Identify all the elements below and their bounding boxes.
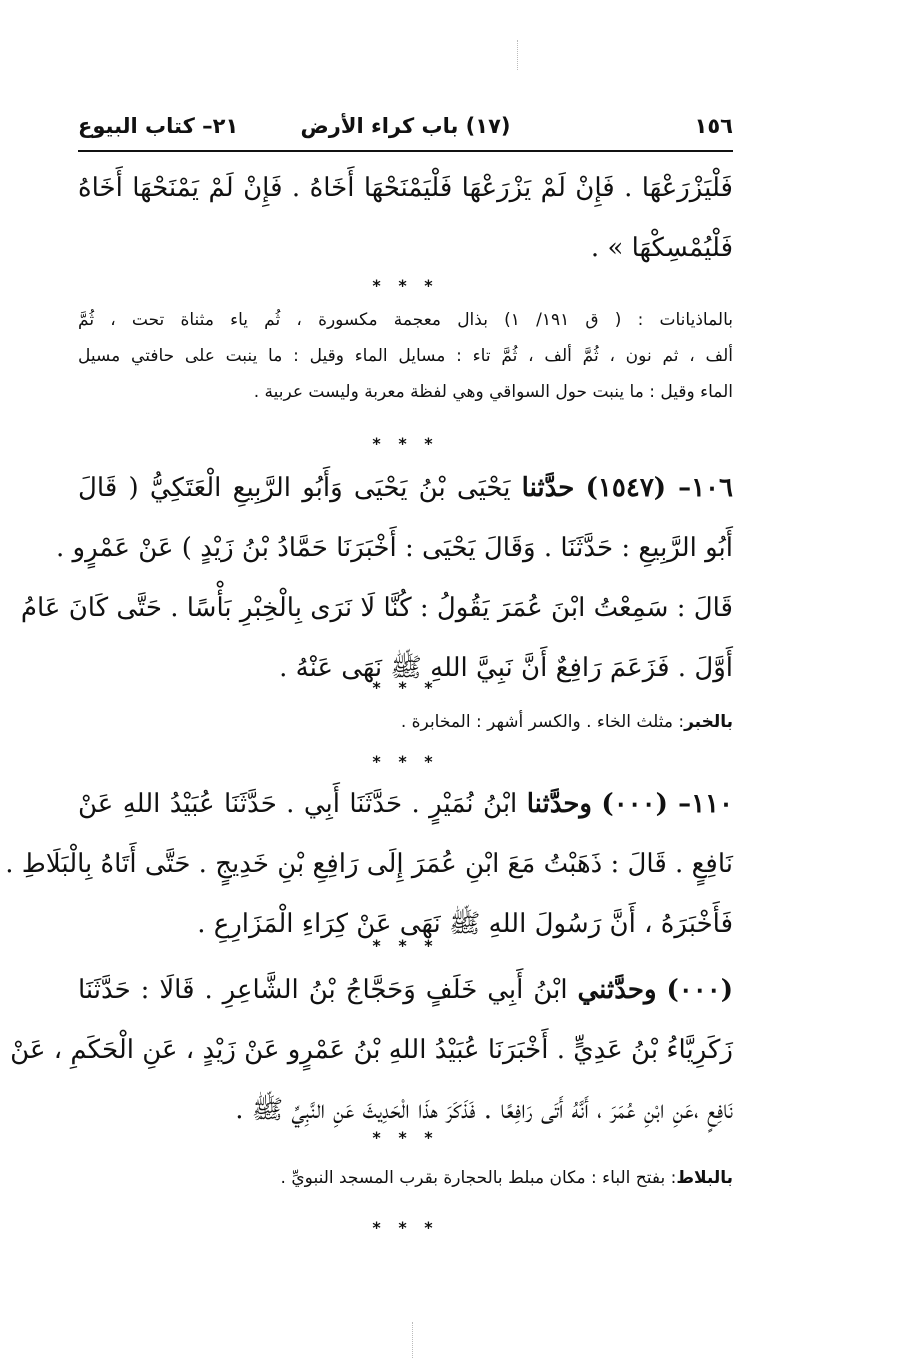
text-fragment: ابْنُ أَبِي خَلَفٍ وَحَجَّاجُ بْنُ الشَّاعِرِ . قَالَا : حَدَّثَنَا (78, 975, 568, 1005)
text-line (78, 774, 733, 834)
footnote-khibr (78, 704, 733, 740)
text-line: فَأَخْبَرَهُ ، أَنَّ رَسُولَ اللهِ ﷺ نَهَى عَنْ كِرَاءِ الْمَزَارِعِ . (197, 909, 733, 939)
footnote-balat (78, 1160, 733, 1196)
hadith-000 (10, 960, 733, 1140)
section-separator: * * * (372, 1218, 439, 1237)
note-line: ألف ، ثم نون ، ثُمَّ ألف ، ثُمَّ تاء : مسايل الماء وقيل : ما ينبت على حافتي مسيل (78, 346, 733, 366)
header-rule (78, 150, 733, 152)
page-number: ١٥٦ (694, 114, 733, 138)
text-line: أَوَّلَ . فَزَعَمَ رَافِعٌ أَنَّ نَبِيَّ اللهِ ﷺ نَهَى عَنْهُ . (279, 653, 733, 683)
section-separator: * * * (372, 1128, 439, 1147)
text-line: فَلْيُمْسِكْهَا » . (590, 233, 733, 263)
scan-mark-bottom (412, 1322, 413, 1358)
text-fragment: يَحْيَى بْنُ يَحْيَى وَأَبُو الرَّبِيعِ الْعَتَكِيُّ ( قَالَ (78, 473, 511, 503)
note-line: بالماذيانات : ( ق ١٩١/ ١) بذال معجمة مكسورة ، ثُم ياء مثناة تحت ، ثُمَّ (78, 310, 733, 330)
narration-lead: وحدَّثنا (526, 789, 592, 819)
text-line (78, 960, 733, 1020)
continuation-text (78, 158, 733, 278)
text-fragment: : بفتح الباء : مكان مبلط بالحجارة بقرب المسجد النبويِّ . (280, 1168, 677, 1188)
text-line: قَالَ : سَمِعْتُ ابْنَ عُمَرَ يَقُولُ : كُنَّا لَا نَرَى بِالْخِبْرِ بَأْسًا . حَتَّى كَانَ عَامُ (20, 593, 733, 623)
scan-mark-top (517, 40, 518, 70)
chapter-title: (١٧) باب كراء الأرض (300, 114, 511, 138)
text-line: زَكَرِيَّاءُ بْنُ عَدِيٍّ . أَخْبَرَنَا عُبَيْدُ اللهِ بْنُ عَمْرٍو عَنْ زَيْدٍ ، عَنِ الْحَكَمِ ، عَنْ (10, 1035, 733, 1065)
book-title: ٢١– كتاب البيوع (78, 114, 239, 138)
page-header (78, 106, 733, 150)
text-line: أَبُو الرَّبِيعِ : حَدَّثَنَا . وَقَالَ يَحْيَى : أَخْبَرَنَا حَمَّادُ بْنُ زَيْدٍ ) عَنْ عَمْرٍو . (56, 533, 733, 563)
note-line (78, 1160, 733, 1196)
narration-lead: حدَّثنا (521, 473, 575, 503)
text-line: نَافِعٍ ،عَنِ ابْنِ عُمَرَ ، أَنَّهُ أَتَى رَافِعًا . فَذَكَرَ هذَا الْحَدِيثَ عَنِ النَّبِيِّ ﷺ . (235, 1095, 733, 1125)
hadith-number: (٠٠٠) (666, 975, 733, 1005)
text-line (78, 458, 733, 518)
section-separator: * * * (372, 434, 439, 453)
note-term: بالخبر (684, 712, 733, 732)
note-line (78, 704, 733, 740)
note-term: بالبلاط (676, 1168, 733, 1188)
text-fragment: ابْنُ نُمَيْرٍ . حَدَّثَنَا أَبِي . حَدَّثَنَا عُبَيْدُ اللهِ عَنْ (78, 789, 518, 819)
narration-lead: وحدَّثني (577, 975, 657, 1005)
section-separator: * * * (372, 678, 439, 697)
section-separator: * * * (372, 752, 439, 771)
note-line: الماء وقيل : ما ينبت حول السواقي وهي لفظة معربة وليست عربية . (253, 382, 733, 402)
hadith-number: ١٠٦– (١٥٤٧) (585, 473, 733, 503)
hadith-110 (5, 774, 733, 954)
hadith-106 (20, 458, 733, 698)
footnote-madhyanat (78, 302, 733, 410)
section-separator: * * * (372, 276, 439, 295)
section-separator: * * * (372, 936, 439, 955)
text-line: فَلْيَزْرَعْهَا . فَإِنْ لَمْ يَزْرَعْهَا فَلْيَمْنَحْهَا أَخَاهُ . فَإِنْ لَمْ يَمْنَحْهَا أَخَاهُ (78, 173, 733, 203)
hadith-number: ١١٠– (٠٠٠) (601, 789, 733, 819)
text-line: نَافِعٍ . قَالَ : ذَهَبْتُ مَعَ ابْنِ عُمَرَ إِلَى رَافِعِ بْنِ خَدِيجٍ . حَتَّى أَتَاهُ بِالْبَلَاطِ . (5, 849, 733, 879)
text-fragment: : مثلث الخاء . والكسر أشهر : المخابرة . (400, 712, 685, 732)
